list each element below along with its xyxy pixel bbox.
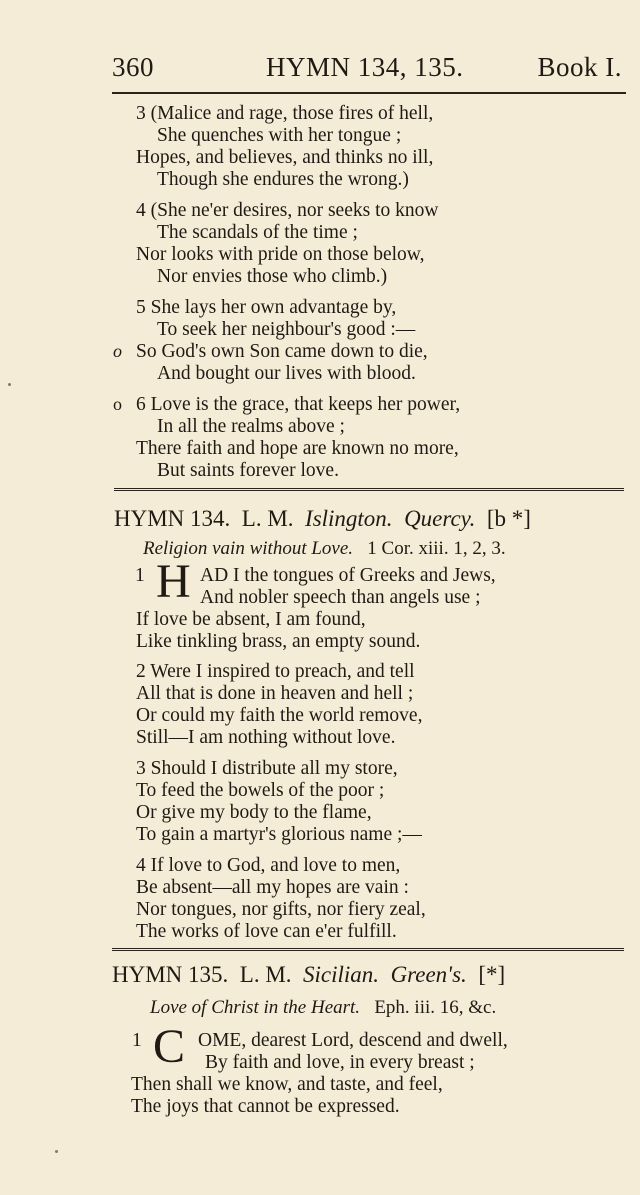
verse-number: 1: [135, 565, 145, 586]
verse-line: 4 If love to God, and love to men,: [136, 855, 401, 876]
verse-line: And bought our lives with blood.: [157, 363, 416, 384]
hymn-number: HYMN 135.: [112, 962, 229, 987]
verse-line: Nor tongues, nor gifts, nor fiery zeal,: [136, 899, 426, 920]
scripture-reference: 1 Cor. xiii. 1, 2, 3.: [367, 538, 506, 559]
verse-line: AD I the tongues of Greeks and Jews,: [200, 565, 496, 586]
verse-line: Like tinkling brass, an empty sound.: [136, 631, 421, 652]
book-label: Book I.: [537, 52, 622, 82]
tune-name: Sicilian.: [303, 962, 380, 987]
verse-line: But saints forever love.: [157, 460, 339, 481]
key-bracket: [b *]: [486, 506, 531, 531]
verse-line: Be absent—all my hopes are vain :: [136, 877, 409, 898]
page-header: [112, 52, 622, 92]
hymn-theme: Love of Christ in the Heart.: [150, 997, 361, 1018]
hymn-number: HYMN 134.: [114, 506, 231, 531]
dynamics-mark: o: [113, 394, 122, 414]
verse-line: 6 Love is the grace, that keeps her power,: [136, 394, 461, 415]
verse-number: 1: [132, 1030, 142, 1051]
meter: L. M.: [241, 506, 294, 531]
scripture-reference: Eph. iii. 16, &c.: [374, 997, 497, 1018]
verse-line: Or give my body to the flame,: [136, 802, 372, 823]
verse-line: If love be absent, I am found,: [136, 609, 366, 630]
verse-line: Nor envies those who climb.): [157, 266, 388, 287]
verse-line: OME, dearest Lord, descend and dwell,: [198, 1030, 508, 1051]
verse-line: Or could my faith the world remove,: [136, 705, 423, 726]
verse-line: All that is done in heaven and hell ;: [136, 683, 414, 704]
verse-line: Still—I am nothing without love.: [136, 727, 396, 748]
tune-name: Islington.: [305, 506, 393, 531]
verse-line: Hopes, and believes, and thinks no ill,: [136, 147, 434, 168]
verse-line: She quenches with her tongue ;: [157, 125, 402, 146]
verse-line: There faith and hope are known no more,: [136, 438, 459, 459]
hymn-134-title: [114, 506, 531, 532]
hymn-135-subtitle: [150, 997, 496, 1019]
verse-line: 2 Were I inspired to preach, and tell: [136, 661, 415, 682]
dynamics-mark: o: [113, 341, 122, 361]
verse-line: Nor looks with pride on those below,: [136, 244, 425, 265]
paper-speck: [8, 383, 11, 386]
hymn-134-subtitle: [143, 538, 506, 560]
verse-line: And nobler speech than angels use ;: [200, 587, 481, 608]
verse-line: The works of love can e'er fulfill.: [136, 921, 397, 942]
verse-line: Though she endures the wrong.): [157, 169, 409, 190]
section-rule: [114, 488, 624, 491]
header-rule: [112, 92, 626, 94]
page-number: 360: [112, 52, 154, 82]
hymn-theme: Religion vain without Love.: [143, 538, 354, 559]
verse-line: So God's own Son came down to die,: [136, 341, 428, 362]
drop-cap: C: [153, 1020, 186, 1073]
drop-cap: H: [156, 555, 191, 608]
verse-line: Then shall we know, and taste, and feel,: [131, 1074, 443, 1095]
paper-speck: [55, 1150, 58, 1153]
key-bracket: [*]: [478, 962, 506, 987]
hymn-135-title: [112, 962, 505, 988]
verse-line: To seek her neighbour's good :—: [157, 319, 416, 340]
section-rule: [112, 948, 624, 951]
meter: L. M.: [239, 962, 292, 987]
verse-line: 3 (Malice and rage, those fires of hell,: [136, 103, 434, 124]
verse-line: In all the realms above ;: [157, 416, 345, 437]
verse-line: The scandals of the time ;: [157, 222, 358, 243]
running-title: HYMN 134, 135.: [266, 52, 464, 82]
verse-line: The joys that cannot be expressed.: [131, 1096, 400, 1117]
verse-line: To feed the bowels of the poor ;: [136, 780, 385, 801]
verse-line: 4 (She ne'er desires, nor seeks to know: [136, 200, 439, 221]
tune-name: Quercy.: [404, 506, 476, 531]
verse-line: By faith and love, in every breast ;: [205, 1052, 475, 1073]
verse-line: To gain a martyr's glorious name ;—: [136, 824, 422, 845]
verse-line: 5 She lays her own advantage by,: [136, 297, 397, 318]
verse-line: 3 Should I distribute all my store,: [136, 758, 398, 779]
tune-name: Green's.: [390, 962, 467, 987]
